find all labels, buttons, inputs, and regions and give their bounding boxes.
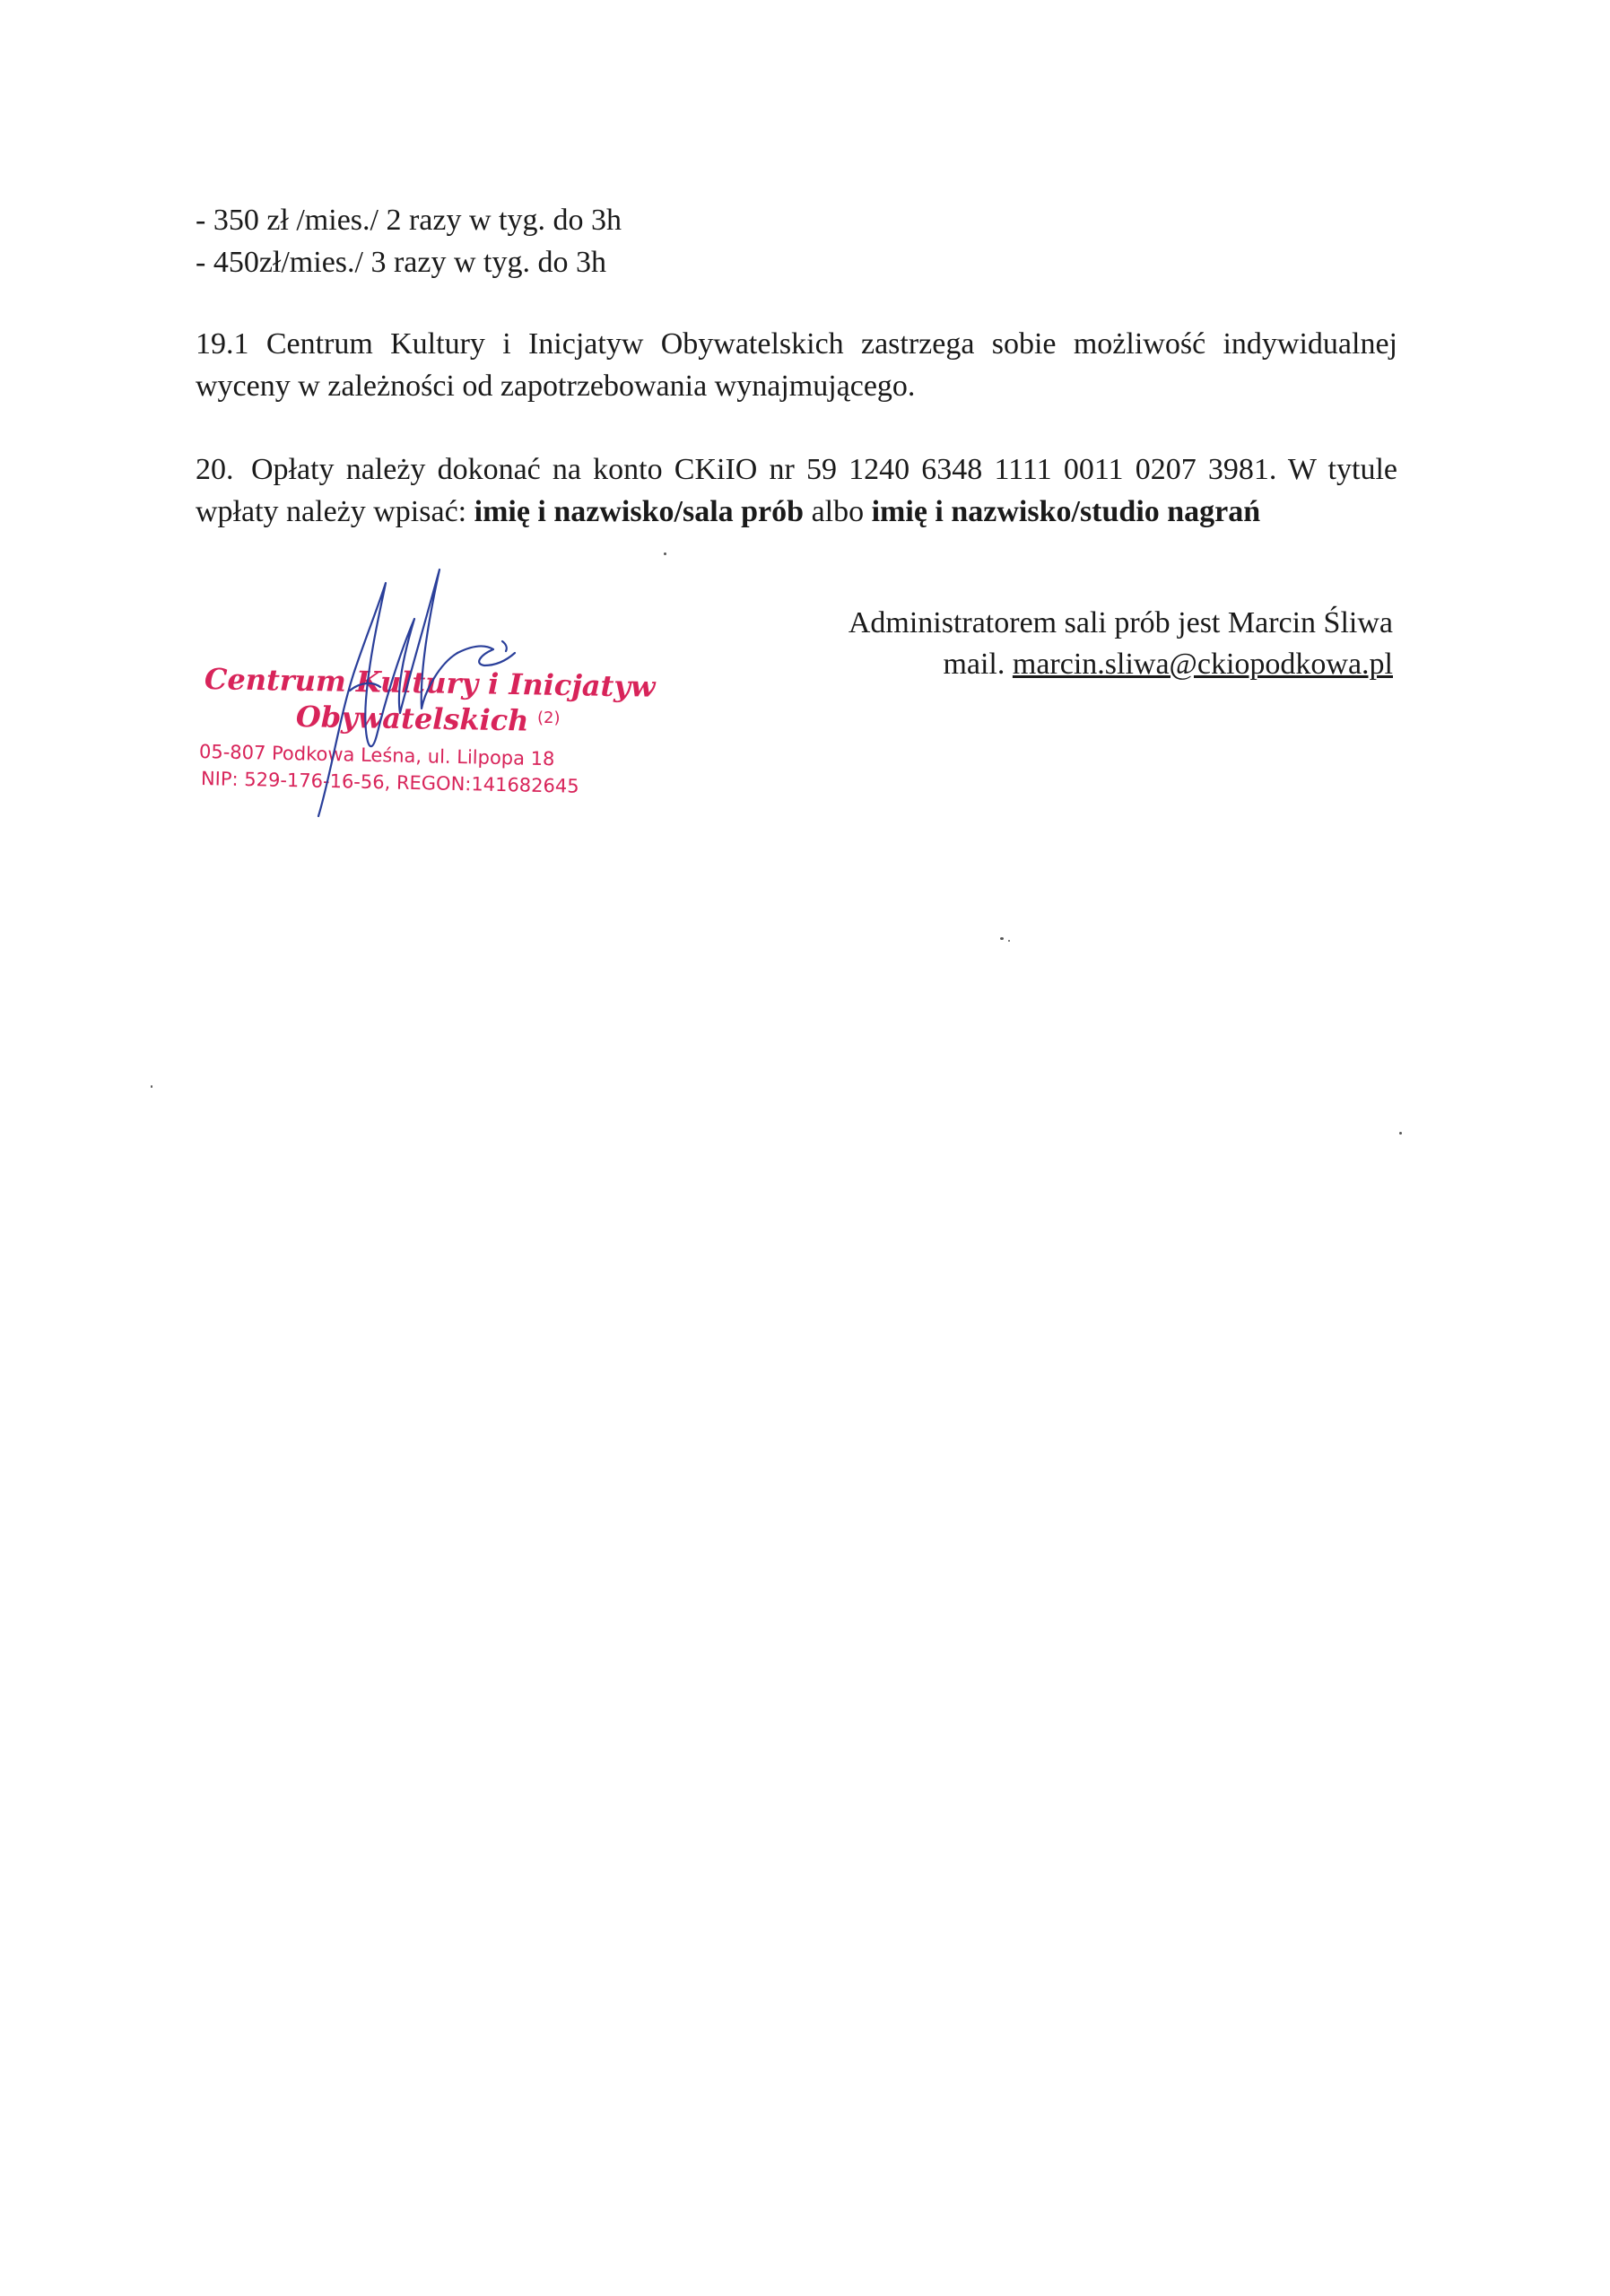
scan-speck xyxy=(1008,940,1010,942)
scan-speck xyxy=(151,1085,152,1088)
stamp-number: (2) xyxy=(537,709,561,727)
section-20-text-albo: albo xyxy=(804,495,872,528)
section-19-1 xyxy=(196,323,1397,407)
stamp-line-2: Obywatelskich xyxy=(295,700,529,738)
stamp-line-3: 05-807 Podkowa Leśna, ul. Lilpopa 18 xyxy=(198,741,555,770)
section-20-bold-studio: imię i nazwisko/studio nagrań xyxy=(871,495,1261,528)
scan-speck xyxy=(1000,937,1004,940)
email-link[interactable]: marcin.sliwa@ckiopodkowa.pl xyxy=(1012,648,1393,681)
mail-label: mail. xyxy=(943,648,1013,681)
stamp-line-1: Centrum Kultury i Inicjatyw xyxy=(204,662,656,704)
section-20-text: Opłaty należy dokonać na konto CKiIO nr 59 1240 6348 1111 0011 0207 3981. W tytule wpłaty należy wpisać: xyxy=(196,453,1397,528)
section-20 xyxy=(196,448,1397,533)
price-line-2: - 450zł/mies./ 3 razy w tyg. do 3h xyxy=(196,246,606,279)
stamp-line-4: NIP: 529-176-16-56, REGON:141682645 xyxy=(200,768,579,797)
price-list xyxy=(196,199,1397,283)
administrator-mail-line xyxy=(849,644,1393,685)
section-20-bold-sala: imię i nazwisko/sala prób xyxy=(474,495,805,528)
section-19-1-text: 19.1 Centrum Kultury i Inicjatyw Obywatelskich zastrzega sobie możliwość indywidualnej wyceny w zależności od zapotrzebowania wynajmującego. xyxy=(196,327,1397,403)
price-line-1: - 350 zł /mies./ 2 razy w tyg. do 3h xyxy=(196,204,622,237)
handwritten-signature xyxy=(314,556,547,825)
administrator-line: Administratorem sali prób jest Marcin Śliwa xyxy=(848,606,1393,639)
scan-speck xyxy=(664,552,666,555)
scan-speck xyxy=(1399,1132,1402,1135)
administrator-info xyxy=(849,603,1393,685)
section-20-number: 20. xyxy=(196,453,234,486)
